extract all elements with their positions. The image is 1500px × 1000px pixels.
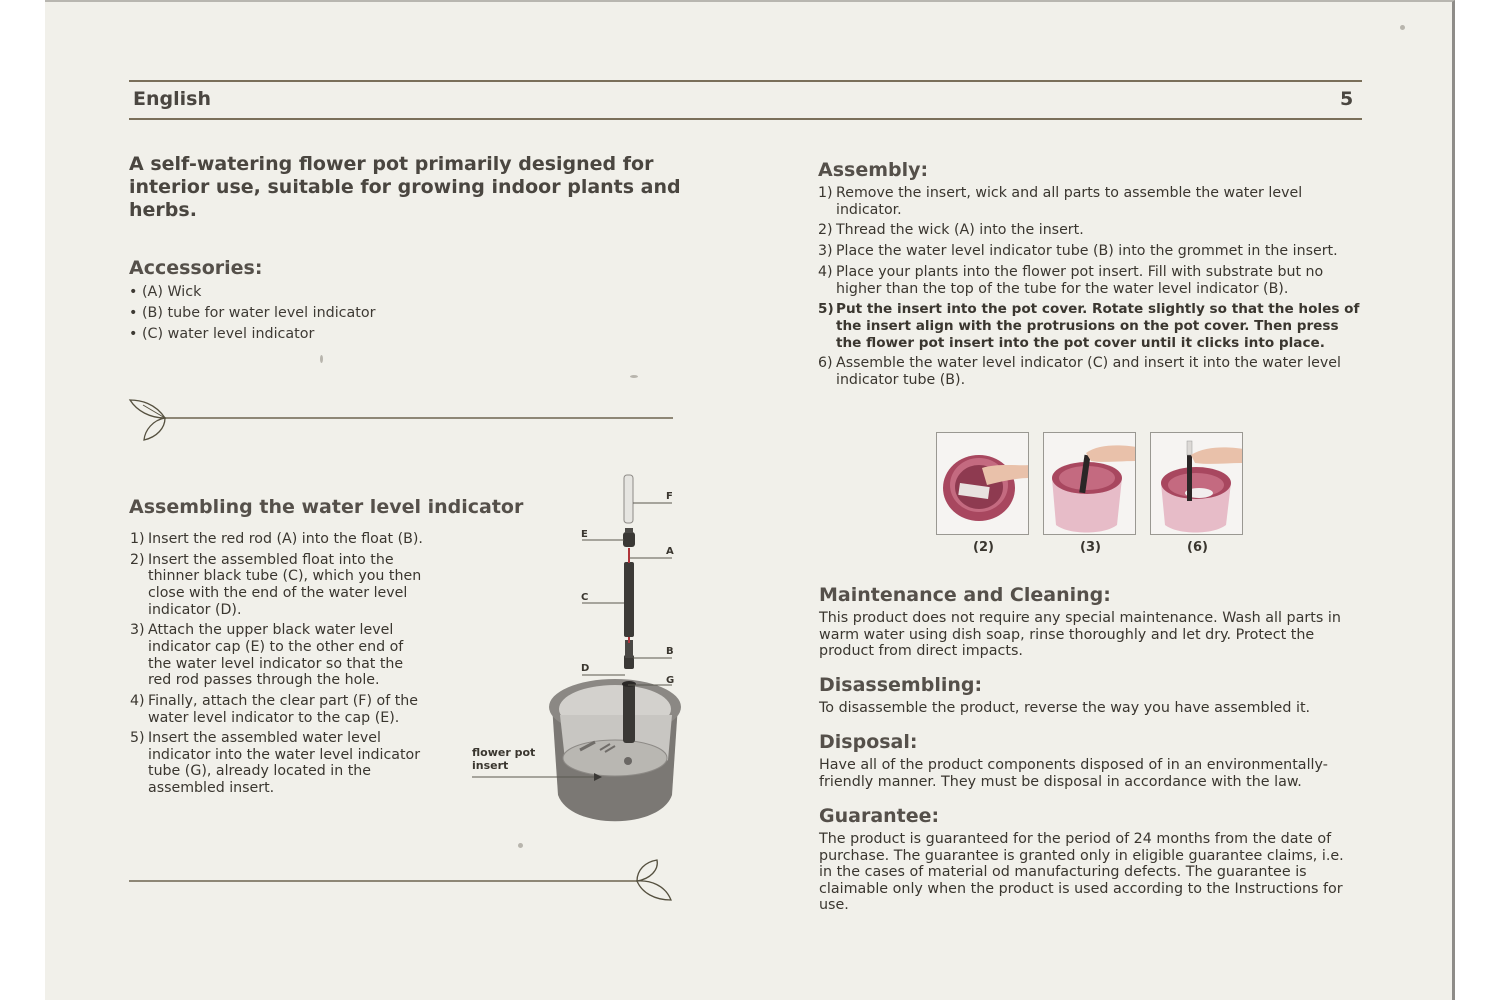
leaf-icon: [637, 881, 671, 900]
indicator-step: 5) Insert the assembled water level indicator into the water level indicator tube (G), already located in the assembled insert.: [130, 730, 421, 797]
assembly-step: 2) Thread the wick (A) into the insert.: [818, 222, 1084, 239]
accessories-title: Accessories:: [129, 257, 263, 279]
paper-speck: [630, 375, 638, 378]
indicator-diagram: [460, 465, 690, 835]
header-top-rule: [129, 80, 1362, 82]
paper-speck: [320, 355, 323, 363]
photo-step-2: [936, 432, 1029, 535]
diagram-label-d: D: [581, 663, 590, 674]
indicator-step: 4) Finally, attach the clear part (F) of the water level indicator to the cap (E).: [130, 692, 418, 726]
pot-photo: [1044, 433, 1136, 535]
pot-photo: [1151, 433, 1243, 535]
language-label: English: [133, 88, 211, 110]
maintenance-title: Maintenance and Cleaning:: [819, 584, 1111, 606]
photo-caption: (6): [1187, 540, 1208, 555]
diagram-label-f: F: [666, 491, 673, 502]
disassembling-title: Disassembling:: [819, 674, 983, 696]
leaf-divider-top: [125, 395, 677, 445]
indicator-step: 1) Insert the red rod (A) into the float (B).: [130, 531, 423, 547]
indicator-step: 3) Attach the upper black water level indicator cap (E) to the other end of the water level indicator so that the red rod passes through the hole.: [130, 622, 404, 689]
photo-caption: (2): [973, 540, 994, 555]
diagram-label-b: B: [666, 646, 674, 657]
assembly-step: 5) Put the insert into the pot cover. Rotate slightly so that the holes of the insert align with the protrusions on the pot cover. Then press the flower pot insert into the pot cover until it clicks into place.: [818, 301, 1360, 351]
tube-g: [623, 683, 635, 743]
assembly-step: 1) Remove the insert, wick and all parts to assemble the water level indicator.: [818, 185, 1303, 218]
pot-photo: [937, 433, 1029, 535]
header-bottom-rule: [129, 118, 1362, 120]
paper-speck: [518, 843, 523, 848]
leaf-divider-bottom: [125, 855, 677, 905]
leaf-icon: [144, 418, 165, 440]
accessory-item: • (B) tube for water level indicator: [129, 305, 376, 321]
photo-step-6: [1150, 432, 1243, 535]
assembly-step: 4) Place your plants into the flower pot insert. Fill with substrate but no higher than the top of the tube for the water level indicator (B).: [818, 263, 1324, 297]
photo-caption: (3): [1080, 540, 1101, 555]
diagram-label-g: G: [666, 675, 675, 686]
diagram-label-a: A: [666, 546, 674, 557]
assembly-step: 6) Assemble the water level indicator (C) and insert it into the water level indicator tube (B).: [818, 355, 1341, 388]
indicator-steps: [130, 531, 430, 801]
part-e: [623, 532, 635, 547]
maintenance-text: This product does not require any special maintenance. Wash all parts in warm water using dish soap, rinse thoroughly and let dry. Protect the product from direct impacts.: [819, 610, 1341, 660]
intro-heading: A self-watering flower pot primarily designed for interior use, suitable for growing indoor plants and herbs.: [129, 153, 681, 221]
accessories-list: [129, 282, 376, 345]
guarantee-text: The product is guaranteed for the period of 24 months from the date of purchase. The guarantee is granted only in eligible guarantee claims, i.e. in the cases of material od manufacturing defects. The guarantee is claimable only when the product is used according to the Instructions for use.: [819, 831, 1344, 914]
diagram-label-e: E: [581, 529, 588, 540]
guarantee-title: Guarantee:: [819, 805, 940, 827]
accessory-item: • (A) Wick: [129, 284, 202, 300]
assembly-step: 3) Place the water level indicator tube (B) into the grommet in the insert.: [818, 243, 1338, 260]
assembly-title: Assembly:: [818, 159, 929, 181]
photo-step-3: [1043, 432, 1136, 535]
disassembling-text: To disassemble the product, reverse the way you have assembled it.: [819, 700, 1311, 716]
assembling-indicator-title: Assembling the water level indicator: [129, 496, 524, 518]
disposal-title: Disposal:: [819, 731, 918, 753]
diagram-label-c: C: [581, 592, 589, 603]
assembly-steps: [818, 185, 1363, 393]
part-c: [624, 562, 634, 637]
leaf-icon: [637, 860, 657, 881]
disposal-text: Have all of the product components disposed of in an environmentally-friendly manner. They must be disposal in accordance with the law.: [819, 757, 1328, 790]
insert-label: flower pot insert: [472, 746, 536, 772]
indicator-step: 2) Insert the assembled float into the thinner black tube (C), which you then close with the end of the water level indicator (D).: [130, 551, 422, 618]
part-f: [624, 475, 633, 523]
accessory-item: • (C) water level indicator: [129, 326, 315, 342]
page-number: 5: [1340, 88, 1354, 110]
paper-speck: [1400, 25, 1405, 30]
